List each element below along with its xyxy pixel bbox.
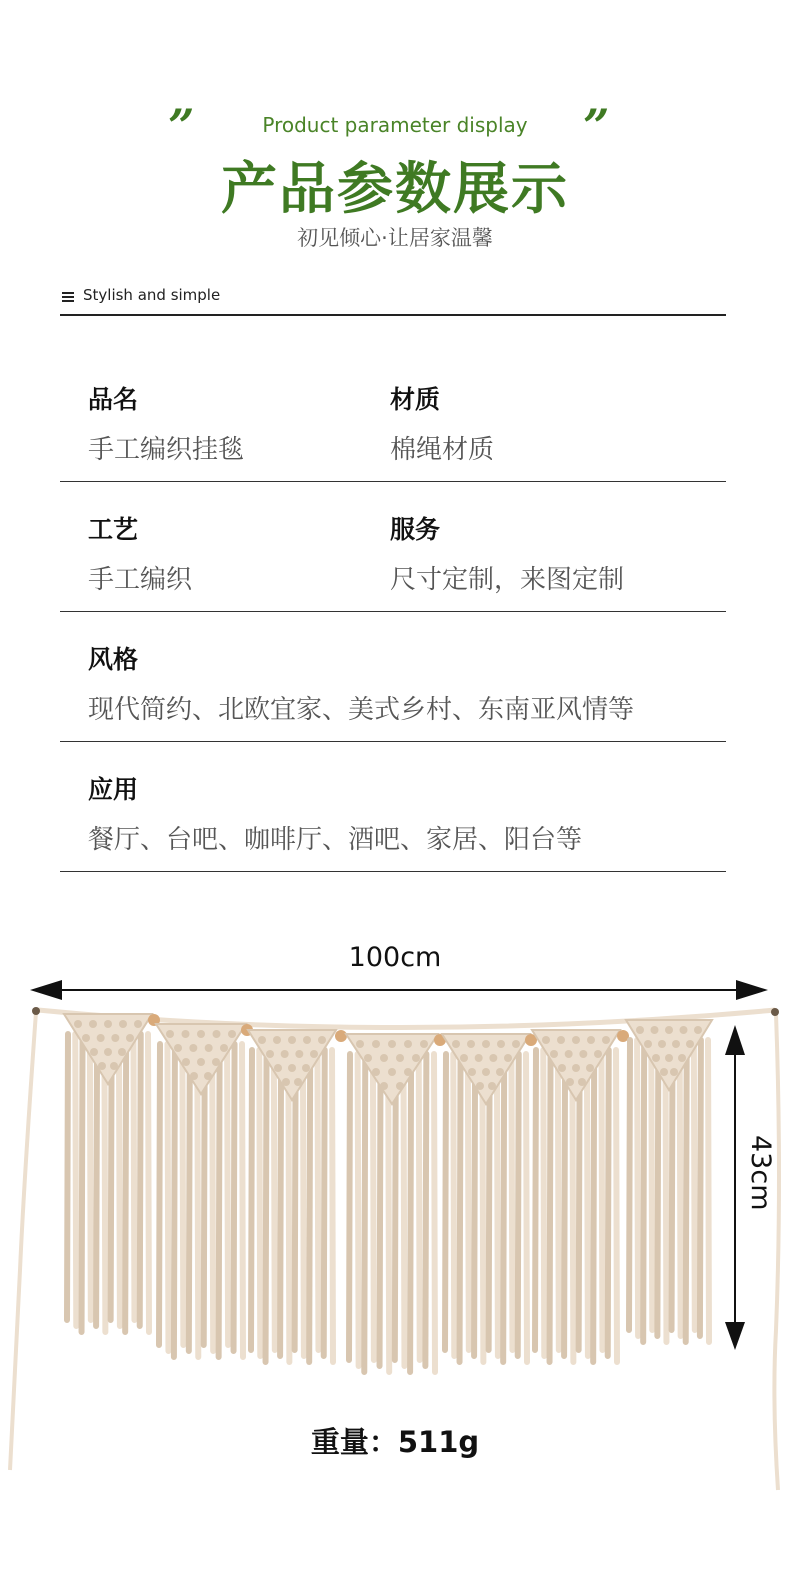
fringe-strand bbox=[643, 1040, 644, 1342]
fringe-strand bbox=[309, 1050, 310, 1362]
fringe-strand bbox=[125, 1034, 126, 1332]
param-key-application: 应用 bbox=[88, 775, 139, 804]
knot bbox=[665, 1026, 673, 1034]
knot bbox=[118, 1048, 126, 1056]
fringe-strand bbox=[358, 1054, 359, 1366]
fringe-strand bbox=[174, 1044, 175, 1357]
knot bbox=[228, 1030, 236, 1038]
param-key-name: 品名 bbox=[88, 385, 139, 414]
height-label: 43cm bbox=[745, 1135, 776, 1211]
fringe-strand bbox=[159, 1044, 160, 1345]
fringe-strand bbox=[324, 1050, 325, 1356]
knot bbox=[660, 1068, 668, 1076]
knot bbox=[586, 1064, 594, 1072]
fringe-strand bbox=[686, 1040, 687, 1342]
knot bbox=[460, 1054, 468, 1062]
wood-bead bbox=[335, 1030, 347, 1042]
knot bbox=[572, 1064, 580, 1072]
fringe-strand bbox=[708, 1040, 709, 1342]
knot bbox=[258, 1036, 266, 1044]
knot bbox=[476, 1082, 484, 1090]
fringe-strand bbox=[332, 1050, 333, 1362]
knot bbox=[504, 1054, 512, 1062]
knot bbox=[274, 1064, 282, 1072]
fringe-strand bbox=[349, 1054, 350, 1360]
fringe-strand bbox=[526, 1054, 527, 1362]
fringe-strand bbox=[651, 1040, 652, 1330]
knot bbox=[658, 1040, 666, 1048]
fringe-strand bbox=[587, 1050, 588, 1356]
knot bbox=[558, 1064, 566, 1072]
fringe-strand bbox=[227, 1044, 228, 1345]
knot bbox=[266, 1050, 274, 1058]
arrow-up-icon bbox=[725, 1025, 745, 1055]
fringe-strand bbox=[67, 1034, 68, 1320]
param-value-name: 手工编织挂毯 bbox=[88, 435, 245, 465]
knot bbox=[572, 1036, 580, 1044]
knot bbox=[273, 1036, 281, 1044]
fringe-strand bbox=[234, 1044, 235, 1351]
knot bbox=[310, 1050, 318, 1058]
knot bbox=[104, 1020, 112, 1028]
knot bbox=[678, 1054, 686, 1062]
page-title: 产品参数展示 bbox=[221, 157, 569, 222]
fringe-strand bbox=[303, 1050, 304, 1356]
fringe-strand bbox=[317, 1050, 318, 1350]
fringe-strand bbox=[629, 1040, 630, 1330]
knot bbox=[672, 1040, 680, 1048]
param-value-material: 棉绳材质 bbox=[390, 435, 495, 465]
fringe-strand bbox=[251, 1050, 252, 1350]
knot bbox=[197, 1058, 205, 1066]
param-row bbox=[60, 612, 726, 742]
knot bbox=[174, 1044, 182, 1052]
arrow-down-icon bbox=[725, 1322, 745, 1350]
fringe-strand bbox=[75, 1034, 76, 1326]
fringe-strand bbox=[425, 1054, 426, 1366]
knot bbox=[686, 1040, 694, 1048]
knot bbox=[182, 1058, 190, 1066]
fringe-strand bbox=[503, 1054, 504, 1362]
knot bbox=[288, 1064, 296, 1072]
knot bbox=[90, 1048, 98, 1056]
fringe-strand bbox=[550, 1050, 551, 1362]
knot bbox=[182, 1030, 190, 1038]
knot bbox=[670, 1068, 678, 1076]
fringe-strand bbox=[242, 1044, 243, 1357]
param-key-service: 服务 bbox=[390, 515, 441, 544]
fringe-strand bbox=[518, 1054, 519, 1356]
knot bbox=[557, 1036, 565, 1044]
knot bbox=[104, 1048, 112, 1056]
subtitle-english: Product parameter display bbox=[262, 113, 528, 137]
fringe-strand bbox=[680, 1040, 681, 1336]
fringe-strand bbox=[535, 1050, 536, 1350]
menu-icon bbox=[62, 292, 74, 302]
fringe-strand bbox=[219, 1044, 220, 1357]
knot bbox=[644, 1040, 652, 1048]
fringe-strand bbox=[564, 1050, 565, 1356]
knot bbox=[396, 1054, 404, 1062]
knot bbox=[282, 1078, 290, 1086]
knot bbox=[594, 1050, 602, 1058]
fringe-strand bbox=[212, 1044, 213, 1351]
param-key-style: 风格 bbox=[88, 645, 139, 674]
knot bbox=[488, 1082, 496, 1090]
fringe-strand bbox=[543, 1050, 544, 1356]
header bbox=[0, 0, 790, 270]
knot bbox=[482, 1068, 490, 1076]
knot bbox=[166, 1030, 174, 1038]
fringe-strand bbox=[280, 1050, 281, 1356]
fringe-strand bbox=[497, 1054, 498, 1356]
fringe-strand bbox=[82, 1034, 83, 1332]
knot bbox=[295, 1050, 303, 1058]
fringe-strand bbox=[189, 1044, 190, 1351]
knot bbox=[372, 1040, 380, 1048]
width-label: 100cm bbox=[348, 942, 442, 973]
knot bbox=[680, 1026, 688, 1034]
knot bbox=[602, 1036, 610, 1044]
fringe-strand bbox=[637, 1040, 638, 1336]
knot bbox=[220, 1044, 228, 1052]
fringe-strand bbox=[403, 1054, 404, 1366]
fringe-strand bbox=[419, 1054, 420, 1360]
param-value-application: 餐厅、台吧、咖啡厅、酒吧、家居、阳台等 bbox=[88, 825, 583, 855]
knot bbox=[636, 1026, 644, 1034]
quote-mark-left: ” bbox=[168, 99, 195, 153]
cord-tail-right bbox=[774, 1014, 779, 1490]
param-value-craft: 手工编织 bbox=[88, 565, 193, 595]
fringe-strand bbox=[380, 1054, 381, 1366]
fringe-strand bbox=[167, 1044, 168, 1351]
knot bbox=[579, 1050, 587, 1058]
fringe-strand bbox=[474, 1054, 475, 1356]
knot bbox=[189, 1044, 197, 1052]
knot bbox=[468, 1068, 476, 1076]
knot bbox=[134, 1020, 142, 1028]
fringe-strand bbox=[601, 1050, 602, 1350]
fringe-strand bbox=[434, 1054, 435, 1372]
knot bbox=[364, 1054, 372, 1062]
fringe-strand bbox=[657, 1040, 658, 1336]
knot bbox=[380, 1082, 388, 1090]
screw-icon bbox=[32, 1007, 40, 1015]
knot bbox=[74, 1020, 82, 1028]
fringe-strand bbox=[558, 1050, 559, 1350]
fringe-strand bbox=[453, 1054, 454, 1356]
knot bbox=[372, 1068, 380, 1076]
knot bbox=[412, 1054, 420, 1062]
knot bbox=[356, 1040, 364, 1048]
fringe-strand bbox=[274, 1050, 275, 1350]
knot bbox=[119, 1020, 127, 1028]
tagline: 初见倾心·让居家温馨 bbox=[297, 226, 493, 250]
knot bbox=[452, 1040, 460, 1048]
knot bbox=[89, 1020, 97, 1028]
fringe-strand bbox=[182, 1044, 183, 1345]
knot bbox=[404, 1068, 412, 1076]
knot bbox=[197, 1030, 205, 1038]
knot bbox=[388, 1040, 396, 1048]
fringe-strand bbox=[364, 1054, 365, 1372]
knot bbox=[497, 1040, 505, 1048]
knot bbox=[318, 1036, 326, 1044]
fringe-strand bbox=[616, 1050, 617, 1362]
param-key-material: 材质 bbox=[390, 385, 441, 414]
cord-tail-left bbox=[10, 1012, 36, 1470]
fringe-strand bbox=[388, 1054, 389, 1372]
knot bbox=[294, 1078, 302, 1086]
fringe-strand bbox=[266, 1050, 267, 1362]
knot bbox=[190, 1072, 198, 1080]
knot bbox=[82, 1034, 90, 1042]
fringe-strand bbox=[460, 1054, 461, 1362]
knot bbox=[550, 1050, 558, 1058]
knot bbox=[489, 1054, 497, 1062]
fringe-strand bbox=[373, 1054, 374, 1360]
fringe-strand bbox=[259, 1050, 260, 1356]
knot bbox=[566, 1078, 574, 1086]
knot bbox=[303, 1036, 311, 1044]
param-row bbox=[60, 482, 726, 612]
arrow-left-icon bbox=[30, 980, 62, 1000]
knot bbox=[542, 1036, 550, 1044]
knot bbox=[213, 1030, 221, 1038]
parameter-table bbox=[60, 352, 726, 872]
fringe-strand bbox=[445, 1054, 446, 1350]
knot bbox=[496, 1068, 504, 1076]
knot bbox=[302, 1064, 310, 1072]
arrow-right-icon bbox=[736, 980, 768, 1000]
knot bbox=[205, 1044, 213, 1052]
fringe-strand bbox=[694, 1040, 695, 1330]
knot bbox=[512, 1040, 520, 1048]
knot bbox=[97, 1034, 105, 1042]
knot bbox=[652, 1054, 660, 1062]
weight-label: 重量：511g bbox=[310, 1425, 480, 1459]
knot bbox=[578, 1078, 586, 1086]
fringe-strand bbox=[410, 1054, 411, 1372]
fringe-strand bbox=[608, 1050, 609, 1356]
param-row bbox=[60, 352, 726, 482]
knot bbox=[212, 1058, 220, 1066]
knot bbox=[111, 1034, 119, 1042]
knot bbox=[475, 1054, 483, 1062]
knot bbox=[396, 1082, 404, 1090]
param-key-craft: 工艺 bbox=[88, 515, 139, 544]
knot bbox=[281, 1050, 289, 1058]
knot bbox=[665, 1054, 673, 1062]
fringe-strand bbox=[140, 1034, 141, 1326]
screw-icon bbox=[771, 1008, 779, 1016]
quote-mark-right: ” bbox=[583, 99, 610, 153]
knot bbox=[288, 1036, 296, 1044]
knot bbox=[694, 1026, 702, 1034]
knot bbox=[204, 1072, 212, 1080]
param-row bbox=[60, 742, 726, 872]
knot bbox=[388, 1068, 396, 1076]
section-bar bbox=[60, 282, 726, 316]
knot bbox=[651, 1026, 659, 1034]
fringe-strand bbox=[90, 1034, 91, 1320]
fringe-strand bbox=[133, 1034, 134, 1320]
section-label: Stylish and simple bbox=[83, 286, 221, 304]
knot bbox=[98, 1062, 106, 1070]
knot bbox=[587, 1036, 595, 1044]
fringe-strand bbox=[96, 1034, 97, 1326]
fringe-strand bbox=[700, 1040, 701, 1336]
knot bbox=[110, 1062, 118, 1070]
knot bbox=[420, 1040, 428, 1048]
fringe-strand bbox=[119, 1034, 120, 1326]
knot bbox=[126, 1034, 134, 1042]
param-value-style: 现代简约、北欧宜家、美式乡村、东南亚风情等 bbox=[88, 695, 635, 725]
fringe-strand bbox=[148, 1034, 149, 1332]
fringe-strand bbox=[468, 1054, 469, 1350]
knot bbox=[404, 1040, 412, 1048]
knot bbox=[380, 1054, 388, 1062]
knot bbox=[565, 1050, 573, 1058]
knot bbox=[482, 1040, 490, 1048]
fringe-strand bbox=[593, 1050, 594, 1362]
fringe-strand bbox=[511, 1054, 512, 1350]
param-value-service: 尺寸定制，来图定制 bbox=[390, 565, 625, 595]
knot bbox=[467, 1040, 475, 1048]
